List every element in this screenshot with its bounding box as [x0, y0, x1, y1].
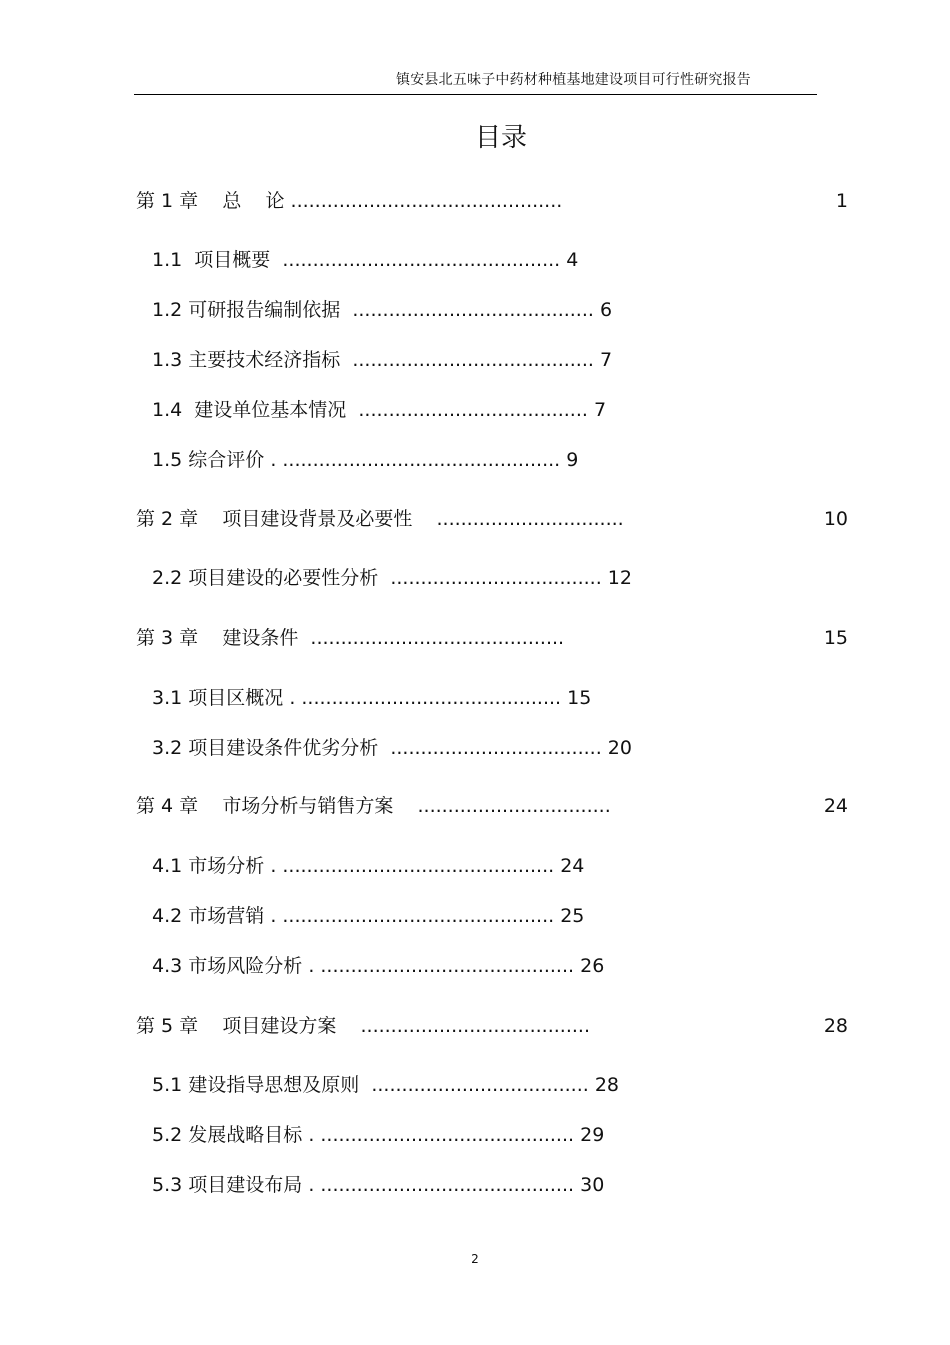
toc-leader: ...................................... — [336, 1015, 590, 1037]
toc-leader: . .......................................... — [308, 955, 575, 977]
toc-section-1-2[interactable] — [152, 297, 612, 323]
toc-section-number: 4.2 — [152, 905, 183, 927]
toc-section-page: 30 — [574, 1174, 605, 1196]
toc-leader: .................................... — [371, 1074, 589, 1096]
toc-leader: . .............................................. — [270, 449, 561, 471]
toc-section-label: 项目建设条件优劣分析 — [182, 737, 391, 759]
toc-leader: .............................................. — [282, 249, 561, 271]
toc-section-page: 25 — [554, 905, 585, 927]
toc-section-number: 1.3 — [152, 349, 183, 371]
toc-section-1-3[interactable] — [152, 347, 612, 373]
toc-leader: . ............................................. — [270, 905, 555, 927]
toc-section-label: 项目区概况 — [182, 687, 290, 709]
toc-chapter-page: 28 — [823, 1015, 848, 1037]
toc-section-label: 项目概要 — [182, 249, 283, 271]
toc-section-3-2[interactable] — [152, 735, 632, 761]
toc-chapter-page: 10 — [823, 508, 848, 530]
toc-leader: ...................................... — [358, 399, 588, 421]
toc-chapter-label: 第 5 章 项目建设方案 — [136, 1015, 337, 1037]
toc-section-number: 1.4 — [152, 399, 183, 421]
toc-section-label: 主要技术经济指标 — [182, 349, 353, 371]
toc-chapter-page: 1 — [835, 190, 848, 212]
toc-section-1-5[interactable] — [152, 447, 578, 473]
toc-section-page: 29 — [574, 1124, 605, 1146]
toc-section-page: 20 — [601, 737, 632, 759]
toc-leader: .......................................... — [298, 627, 565, 649]
toc-section-label: 市场营销 — [182, 905, 271, 927]
toc-section-label: 发展战略目标 — [182, 1124, 309, 1146]
toc-section-5-2[interactable] — [152, 1122, 604, 1148]
toc-section-number: 5.2 — [152, 1124, 183, 1146]
toc-section-number: 4.3 — [152, 955, 183, 977]
toc-chapter-2[interactable] — [136, 506, 624, 532]
toc-section-number: 3.1 — [152, 687, 183, 709]
toc-section-page: 4 — [560, 249, 579, 271]
toc-section-label: 建设单位基本情况 — [182, 399, 359, 421]
header-divider — [134, 94, 817, 95]
toc-section-4-3[interactable] — [152, 953, 604, 979]
toc-section-1-1[interactable] — [152, 247, 578, 273]
toc-section-label: 市场风险分析 — [182, 955, 309, 977]
toc-section-page: 7 — [593, 349, 613, 371]
toc-leader: . ............................................. — [270, 855, 555, 877]
toc-section-number: 3.2 — [152, 737, 183, 759]
toc-chapter-page: 24 — [823, 795, 848, 817]
toc-chapter-label: 第 2 章 项目建设背景及必要性 — [136, 508, 413, 530]
toc-chapter-3[interactable] — [136, 625, 564, 651]
toc-section-page: 9 — [560, 449, 579, 471]
toc-section-page: 26 — [574, 955, 605, 977]
toc-section-number: 5.1 — [152, 1074, 183, 1096]
toc-leader: ................................... — [390, 567, 602, 589]
toc-section-page: 24 — [554, 855, 585, 877]
toc-chapter-page: 15 — [823, 627, 848, 649]
toc-title: 目录 — [474, 123, 527, 153]
toc-leader: ................................ — [393, 795, 611, 817]
toc-chapter-label: 第 1 章 总 论 — [136, 190, 285, 212]
toc-leader: ........................................ — [352, 299, 594, 321]
toc-section-label: 项目建设的必要性分析 — [182, 567, 391, 589]
toc-section-5-1[interactable] — [152, 1072, 619, 1098]
toc-leader: ........................................ — [352, 349, 594, 371]
toc-section-page: 7 — [587, 399, 607, 421]
toc-section-label: 市场分析 — [182, 855, 271, 877]
toc-leader: ............................... — [412, 508, 624, 530]
toc-section-3-1[interactable] — [152, 685, 591, 711]
toc-leader: ................................... — [390, 737, 602, 759]
toc-section-4-2[interactable] — [152, 903, 584, 929]
toc-section-number: 4.1 — [152, 855, 183, 877]
toc-leader: ............................................. — [284, 190, 563, 212]
toc-section-page: 28 — [588, 1074, 619, 1096]
toc-leader: . .......................................... — [308, 1124, 575, 1146]
toc-section-5-3[interactable] — [152, 1172, 604, 1198]
toc-section-page: 6 — [593, 299, 613, 321]
toc-chapter-label: 第 3 章 建设条件 — [136, 627, 299, 649]
toc-section-label: 项目建设布局 — [182, 1174, 309, 1196]
toc-section-1-4[interactable] — [152, 397, 606, 423]
toc-leader: . .......................................... — [308, 1174, 575, 1196]
toc-section-label: 建设指导思想及原则 — [182, 1074, 372, 1096]
toc-section-number: 1.5 — [152, 449, 183, 471]
toc-section-4-1[interactable] — [152, 853, 584, 879]
toc-section-page: 12 — [601, 567, 632, 589]
toc-section-page: 15 — [561, 687, 592, 709]
toc-chapter-1[interactable] — [136, 188, 562, 214]
toc-chapter-label: 第 4 章 市场分析与销售方案 — [136, 795, 394, 817]
toc-section-label: 综合评价 — [182, 449, 271, 471]
toc-leader: . ........................................... — [289, 687, 562, 709]
toc-chapter-4[interactable] — [136, 793, 611, 819]
toc-section-number: 1.2 — [152, 299, 183, 321]
toc-section-number: 5.3 — [152, 1174, 183, 1196]
toc-chapter-5[interactable] — [136, 1013, 590, 1039]
toc-section-number: 2.2 — [152, 567, 183, 589]
footer-page-number: 2 — [471, 1252, 479, 1266]
toc-section-label: 可研报告编制依据 — [182, 299, 353, 321]
toc-section-number: 1.1 — [152, 249, 183, 271]
toc-section-2-2[interactable] — [152, 565, 632, 591]
header-title: 镇安县北五味子中药材种植基地建设项目可行性研究报告 — [396, 72, 751, 88]
